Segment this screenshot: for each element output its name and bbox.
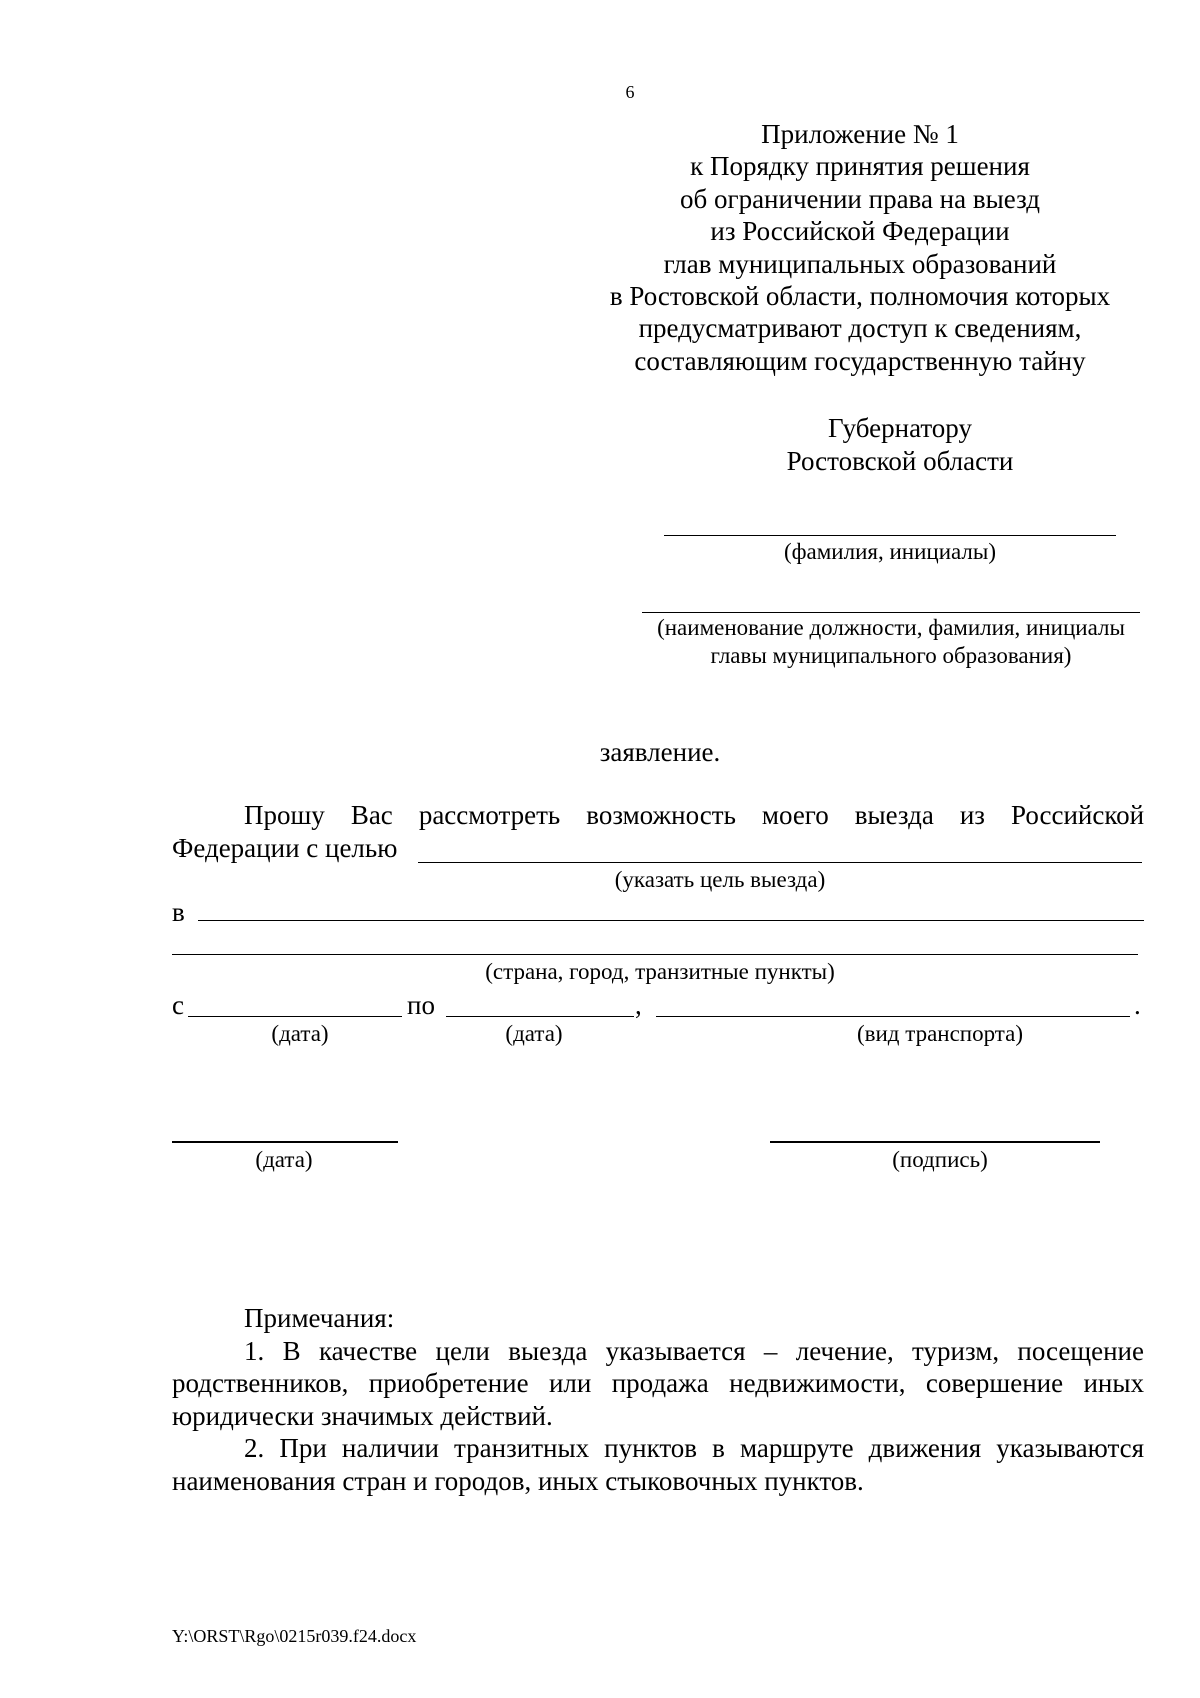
destination-row xyxy=(172,896,1144,928)
signature-hint: (подпись) xyxy=(892,1147,988,1172)
attachment-line: составляющим государственную тайну xyxy=(634,345,1086,376)
signature-date-hint: (дата) xyxy=(255,1147,313,1172)
attachment-line: в Ростовской области, полномочия которых xyxy=(609,281,1111,312)
attachment-line: глав муниципальных образований xyxy=(663,248,1057,279)
document-title: заявление. xyxy=(599,737,721,767)
request-line-2 xyxy=(172,832,1144,864)
transport-line[interactable] xyxy=(656,1016,1130,1017)
request-word: Российской xyxy=(1011,800,1145,830)
period: . xyxy=(1134,990,1141,1020)
note-item: 2. При наличии транзитных пунктов в маршруте движения указываются наименования стран и городов, иных стыковочных пунктов. xyxy=(172,1433,1144,1496)
request-word: из xyxy=(959,800,985,830)
date-to-line[interactable] xyxy=(446,1016,634,1017)
notes-heading: Примечания: xyxy=(244,1303,395,1333)
request-word: моего xyxy=(761,800,829,830)
destination-hint: (страна, город, транзитные пункты) xyxy=(485,959,835,984)
purpose-hint: (указать цель выезда) xyxy=(614,867,826,892)
to-prefix: по xyxy=(407,990,435,1020)
page-number: 6 xyxy=(625,82,635,102)
attachment-line: к Порядку принятия решения xyxy=(690,151,1030,182)
addressee xyxy=(700,412,1100,478)
purpose-prefix: Федерации с целью xyxy=(172,833,398,863)
destination-line-2[interactable] xyxy=(172,954,1138,955)
notes xyxy=(172,1302,1144,1497)
attachment-line: предусматривают доступ к сведениям, xyxy=(638,313,1082,344)
position-hint-line-1: (наименование должности, фамилия, инициалы xyxy=(657,615,1125,640)
date-from-line[interactable] xyxy=(188,1016,402,1017)
surname-hint: (фамилия, инициалы) xyxy=(783,539,997,564)
attachment-header xyxy=(560,118,1160,377)
signature-date-line[interactable] xyxy=(172,1141,398,1143)
footer-file-path: Y:\ORST\Rgo\0215r039.f24.docx xyxy=(172,1626,417,1646)
request-word: Прошу xyxy=(244,800,325,830)
note-item: 1. В качестве цели выезда указывается – лечение, туризм, посещение родственников, приобретение или продажа недвижимости, совершение иных юридически значимых действий. xyxy=(172,1335,1144,1431)
dates-row xyxy=(172,989,1144,1021)
from-prefix: с xyxy=(172,990,184,1020)
destination-line-1[interactable] xyxy=(198,920,1144,921)
addressee-line: Губернатору xyxy=(828,413,972,443)
date-from-hint: (дата) xyxy=(271,1021,329,1046)
signature-line[interactable] xyxy=(770,1141,1100,1143)
addressee-line: Ростовской области xyxy=(786,446,1014,476)
request-word: рассмотреть xyxy=(418,800,561,830)
request-word: Вас xyxy=(350,800,393,830)
position-hint-line-2: главы муниципального образования) xyxy=(710,643,1072,668)
attachment-line: об ограничении права на выезд xyxy=(680,183,1040,214)
attachment-line: из Российской Федерации xyxy=(710,216,1010,247)
request-word: выезда xyxy=(854,800,934,830)
surname-line[interactable] xyxy=(664,535,1116,536)
position-line[interactable] xyxy=(642,612,1140,613)
request-line-1 xyxy=(172,799,1144,831)
date-to-hint: (дата) xyxy=(505,1021,563,1046)
destination-prefix: в xyxy=(172,897,185,927)
position-field xyxy=(642,612,1140,670)
transport-hint: (вид транспорта) xyxy=(856,1021,1024,1046)
comma: , xyxy=(635,990,642,1020)
surname-field xyxy=(664,535,1116,566)
purpose-line[interactable] xyxy=(418,862,1142,863)
attachment-line: Приложение № 1 xyxy=(761,119,959,149)
request-word: возможность xyxy=(586,800,736,830)
